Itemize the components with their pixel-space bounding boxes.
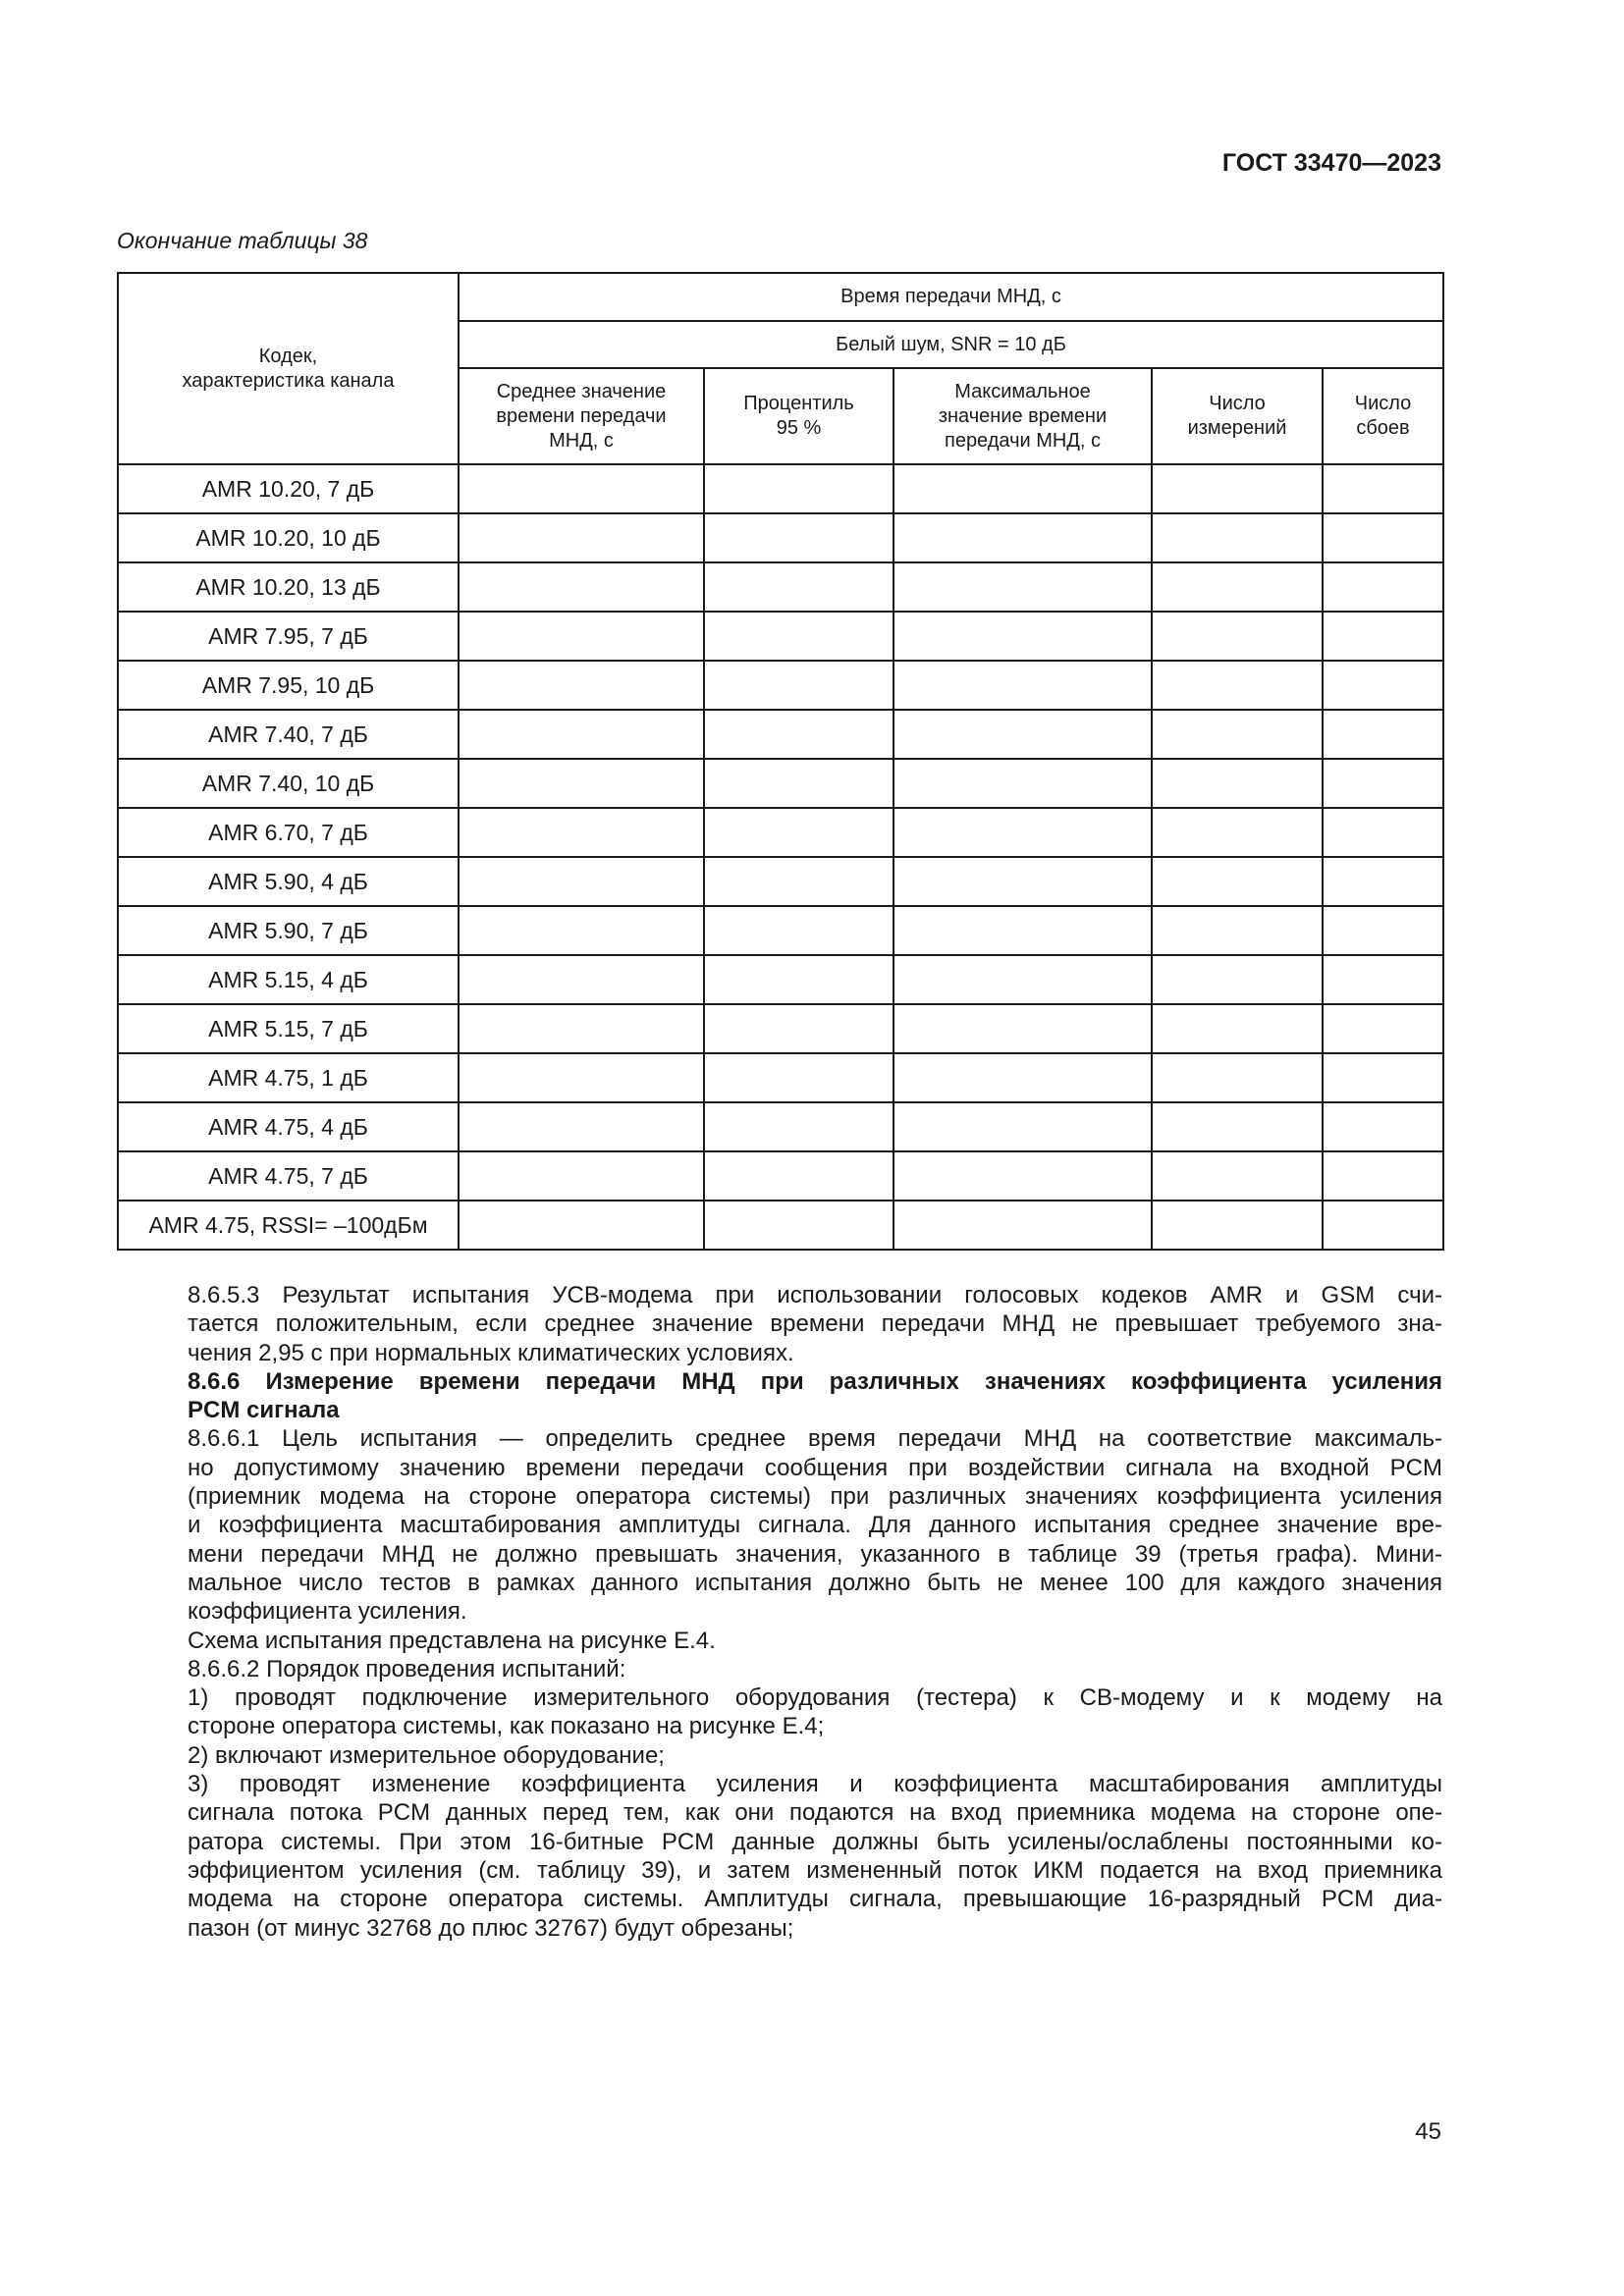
empty-cell	[1152, 1102, 1323, 1151]
text-line: стороне оператора системы, как показано на рисунке Е.4;	[188, 1713, 825, 1740]
empty-cell	[704, 955, 893, 1004]
text-line: чения 2,95 с при нормальных климатических условиях.	[188, 1339, 794, 1366]
text-line: 3) проводят изменение коэффициента усиления и коэффициента масштабирования амплитуды	[188, 1771, 1442, 1798]
paragraph-p7	[117, 1741, 1442, 1770]
empty-cell	[1152, 562, 1323, 612]
table-row	[118, 1004, 1443, 1053]
empty-cell	[1152, 513, 1323, 562]
empty-cell	[1152, 612, 1323, 661]
empty-cell	[704, 710, 893, 759]
table-row	[118, 710, 1443, 759]
column-header-4: Число измерений	[1152, 368, 1323, 464]
codec-cell: AMR 7.95, 7 дБ	[118, 612, 459, 661]
empty-cell	[893, 1151, 1152, 1201]
table-row	[118, 1151, 1443, 1201]
empty-cell	[704, 513, 893, 562]
empty-cell	[459, 955, 704, 1004]
group-header: Время передачи МНД, с	[459, 273, 1443, 321]
table-row	[118, 1053, 1443, 1102]
empty-cell	[1323, 1151, 1443, 1201]
empty-cell	[704, 1201, 893, 1250]
text-line: (приемник модема на стороне оператора системы) при различных значениях коэффициента усиления	[188, 1483, 1442, 1511]
text-line: мени передачи МНД не должно превышать значения, указанного в таблице 39 (третья графа). Мини-	[188, 1540, 1442, 1568]
empty-cell	[704, 1053, 893, 1102]
empty-cell	[1323, 1053, 1443, 1102]
codec-cell: AMR 7.40, 7 дБ	[118, 710, 459, 759]
codec-cell: AMR 5.90, 7 дБ	[118, 906, 459, 955]
text-line: но допустимому значению времени передачи сообщения при воздействии сигнала на входной PCM	[188, 1454, 1442, 1481]
text-line: и коэффициента масштабирования амплитуды сигнала. Для данного испытания среднее значение вре-	[188, 1512, 1442, 1539]
empty-cell	[704, 808, 893, 857]
empty-cell	[459, 1151, 704, 1201]
empty-cell	[459, 759, 704, 808]
empty-cell	[893, 562, 1152, 612]
text-line: 2) включают измерительное оборудование;	[188, 1741, 665, 1769]
empty-cell	[1152, 1151, 1323, 1201]
empty-cell	[704, 1151, 893, 1201]
table-row	[118, 1201, 1443, 1250]
empty-cell	[893, 955, 1152, 1004]
table-row	[118, 464, 1443, 513]
empty-cell	[1152, 1004, 1323, 1053]
empty-cell	[893, 464, 1152, 513]
body-text	[117, 1281, 1442, 1943]
empty-cell	[1152, 1201, 1323, 1250]
document-code: ГОСТ 33470—2023	[1221, 149, 1441, 177]
stub-header	[118, 273, 459, 464]
table-row	[118, 513, 1443, 562]
empty-cell	[704, 661, 893, 710]
table-row	[118, 857, 1443, 906]
empty-cell	[459, 612, 704, 661]
text-line: 8.6.6.1 Цель испытания — определить среднее время передачи МНД на соответствие максималь-	[188, 1425, 1442, 1453]
text-line: пазон (от минус 32768 до плюс 32767) будут обрезаны;	[188, 1914, 794, 1942]
table-row	[118, 955, 1443, 1004]
empty-cell	[1152, 661, 1323, 710]
empty-cell	[459, 710, 704, 759]
empty-cell	[893, 1053, 1152, 1102]
empty-cell	[1323, 612, 1443, 661]
empty-cell	[1152, 464, 1323, 513]
page-number: 45	[1415, 2118, 1441, 2145]
text-line: Схема испытания представлена на рисунке Е.4.	[188, 1627, 716, 1654]
empty-cell	[459, 1053, 704, 1102]
column-header-1: Среднее значение времени передачи МНД, с	[459, 368, 704, 464]
empty-cell	[1323, 955, 1443, 1004]
empty-cell	[704, 1004, 893, 1053]
codec-cell: AMR 5.15, 7 дБ	[118, 1004, 459, 1053]
text-line: 1) проводят подключение измерительного оборудования (тестера) к СВ-модему и к модему на	[188, 1684, 1442, 1712]
column-header-5: Число сбоев	[1323, 368, 1443, 464]
empty-cell	[459, 1102, 704, 1151]
empty-cell	[893, 513, 1152, 562]
codec-cell: AMR 4.75, 4 дБ	[118, 1102, 459, 1151]
codec-cell: AMR 4.75, 1 дБ	[118, 1053, 459, 1102]
text-line: модема на стороне оператора системы. Амплитуды сигнала, превышающие 16-разрядный PCM диа-	[188, 1886, 1442, 1913]
empty-cell	[893, 612, 1152, 661]
text-line: 8.6.6.2 Порядок проведения испытаний:	[188, 1655, 626, 1682]
codec-cell: AMR 6.70, 7 дБ	[118, 808, 459, 857]
empty-cell	[1152, 1053, 1323, 1102]
empty-cell	[1323, 562, 1443, 612]
empty-cell	[1323, 1004, 1443, 1053]
empty-cell	[459, 906, 704, 955]
empty-cell	[704, 857, 893, 906]
empty-cell	[1152, 710, 1323, 759]
empty-cell	[704, 1102, 893, 1151]
empty-cell	[1323, 1102, 1443, 1151]
empty-cell	[893, 710, 1152, 759]
empty-cell	[1323, 808, 1443, 857]
paragraph-p6	[117, 1683, 1442, 1741]
empty-cell	[704, 612, 893, 661]
empty-cell	[893, 857, 1152, 906]
empty-cell	[1323, 661, 1443, 710]
empty-cell	[1323, 464, 1443, 513]
table-row	[118, 759, 1443, 808]
empty-cell	[704, 906, 893, 955]
table-38	[117, 272, 1444, 1251]
empty-cell	[704, 464, 893, 513]
empty-cell	[1152, 759, 1323, 808]
text-line: PCM сигнала	[188, 1397, 340, 1424]
empty-cell	[459, 513, 704, 562]
empty-cell	[459, 562, 704, 612]
empty-cell	[1323, 710, 1443, 759]
table-row	[118, 612, 1443, 661]
table-row	[118, 562, 1443, 612]
empty-cell	[893, 661, 1152, 710]
empty-cell	[1152, 808, 1323, 857]
empty-cell	[1152, 857, 1323, 906]
empty-cell	[704, 562, 893, 612]
text-line: тается положительным, если среднее значение времени передачи МНД не превышает требуемого зна-	[188, 1310, 1442, 1338]
codec-cell: AMR 10.20, 7 дБ	[118, 464, 459, 513]
text-line: эффициентом усиления (см. таблицу 39), и затем измененный поток ИКМ подается на вход приемника	[188, 1856, 1442, 1884]
paragraph-p5	[117, 1655, 1442, 1683]
empty-cell	[893, 1201, 1152, 1250]
empty-cell	[893, 759, 1152, 808]
text-line: ратора системы. При этом 16-битные PCM данные должны быть усилены/ослаблены постоянными ко-	[188, 1828, 1442, 1855]
codec-cell: AMR 10.20, 13 дБ	[118, 562, 459, 612]
empty-cell	[459, 464, 704, 513]
column-header-3: Максимальное значение времени передачи МНД, с	[893, 368, 1152, 464]
text-line: 8.6.5.3 Результат испытания УСВ-модема при использовании голосовых кодеков AMR и GSM счи-	[188, 1282, 1442, 1308]
codec-cell: AMR 5.15, 4 дБ	[118, 955, 459, 1004]
empty-cell	[893, 906, 1152, 955]
empty-cell	[893, 1102, 1152, 1151]
paragraph-p3	[117, 1424, 1442, 1626]
empty-cell	[1152, 955, 1323, 1004]
empty-cell	[893, 808, 1152, 857]
empty-cell	[459, 1201, 704, 1250]
empty-cell	[1152, 906, 1323, 955]
text-line: мальное число тестов в рамках данного испытания должно быть не менее 100 для каждого значения	[188, 1569, 1442, 1596]
table-row	[118, 1102, 1443, 1151]
text-line: 8.6.6 Измерение времени передачи МНД при различных значениях коэффициента усиления	[188, 1367, 1442, 1395]
table-row	[118, 906, 1443, 955]
empty-cell	[893, 1004, 1152, 1053]
table-row	[118, 808, 1443, 857]
empty-cell	[1323, 513, 1443, 562]
paragraph-p1	[117, 1281, 1442, 1367]
stub-header-text: Кодек, характеристика канала	[182, 345, 395, 392]
paragraph-p4	[117, 1627, 1442, 1655]
empty-cell	[459, 661, 704, 710]
empty-cell	[1323, 759, 1443, 808]
subgroup-header: Белый шум, SNR = 10 дБ	[459, 321, 1443, 368]
empty-cell	[459, 1004, 704, 1053]
empty-cell	[704, 759, 893, 808]
empty-cell	[459, 857, 704, 906]
paragraph-p8	[117, 1770, 1442, 1943]
empty-cell	[1323, 857, 1443, 906]
empty-cell	[1323, 1201, 1443, 1250]
text-line: коэффициента усиления.	[188, 1598, 467, 1626]
empty-cell	[459, 808, 704, 857]
codec-cell: AMR 4.75, RSSI= –100дБм	[118, 1201, 459, 1250]
codec-cell: AMR 5.90, 4 дБ	[118, 857, 459, 906]
codec-cell: AMR 7.95, 10 дБ	[118, 661, 459, 710]
column-header-2: Процентиль 95 %	[704, 368, 893, 464]
table-caption: Окончание таблицы 38	[117, 228, 368, 253]
paragraph-p2	[117, 1367, 1442, 1425]
codec-cell: AMR 4.75, 7 дБ	[118, 1151, 459, 1201]
empty-cell	[1323, 906, 1443, 955]
codec-cell: AMR 10.20, 10 дБ	[118, 513, 459, 562]
text-line: сигнала потока PCM данных перед тем, как они подаются на вход приемника модема на стороне опе-	[188, 1799, 1442, 1827]
codec-cell: AMR 7.40, 10 дБ	[118, 759, 459, 808]
table-row	[118, 661, 1443, 710]
